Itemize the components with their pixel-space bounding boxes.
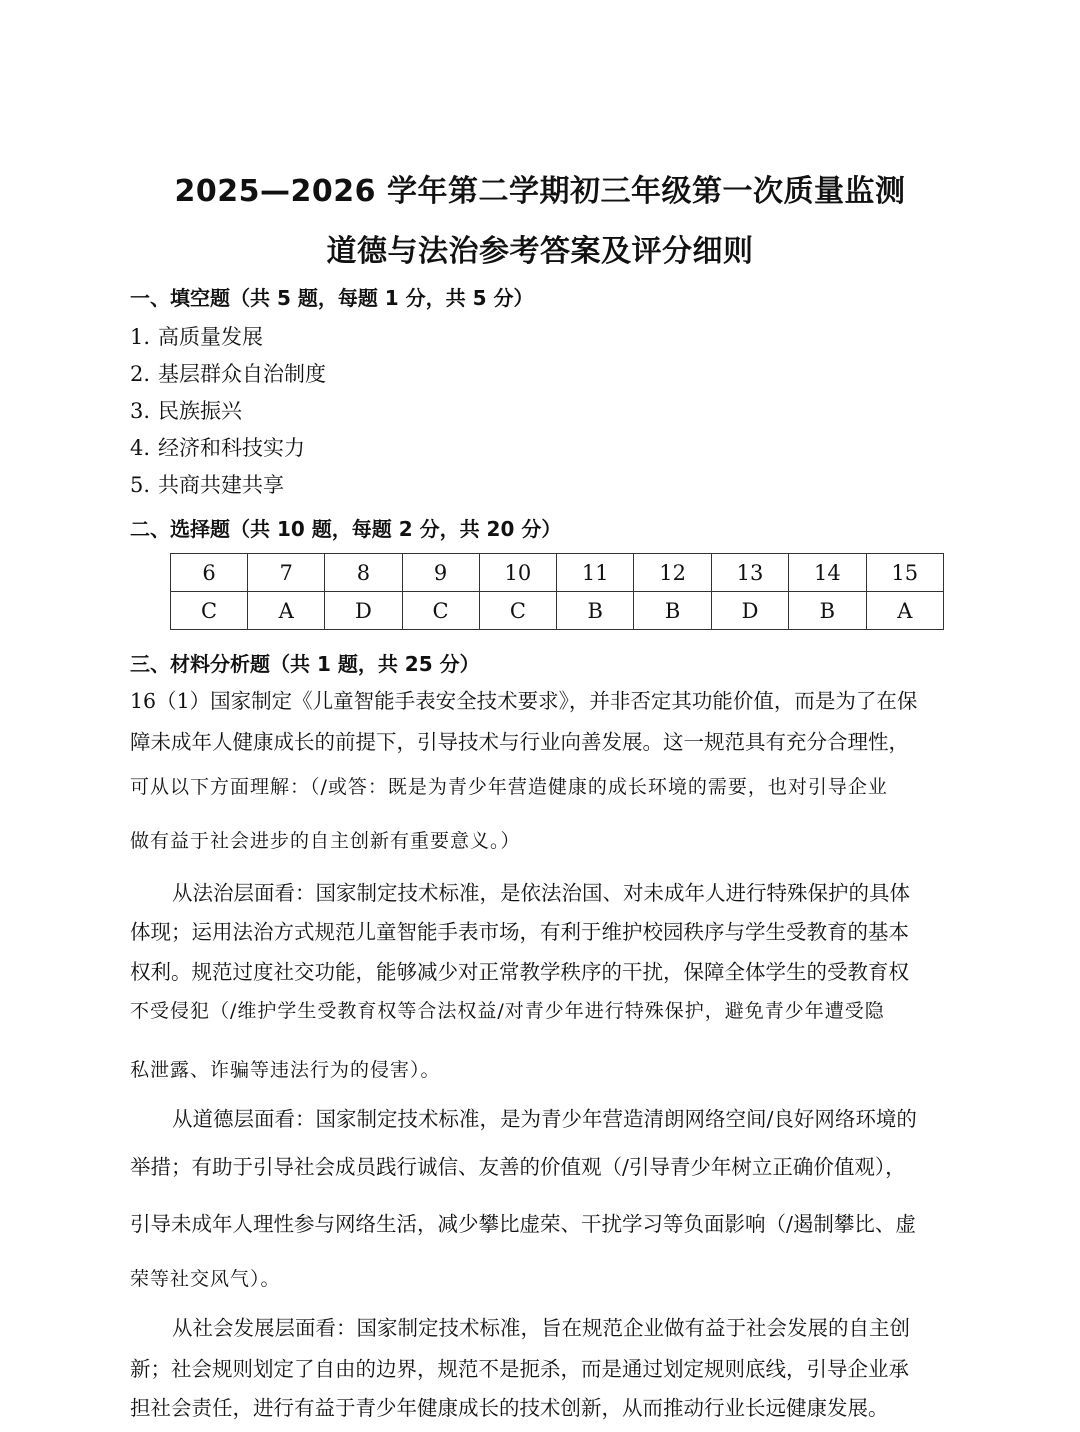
item-number: 2. [130,362,151,386]
document-subtitle: 道德与法治参考答案及评分细则 [326,234,754,269]
answer-cell: C [479,592,556,630]
item-number: 3. [130,399,151,423]
fill-answer-item [130,358,326,388]
question-number-cell: 11 [557,554,634,592]
answer-text-line: 从道德层面看：国家制定技术标准，是为青少年营造清朗网络空间/良好网络环境的 [172,1107,917,1131]
answer-text-line: 新；社会规则划定了自由的边界，规范不是扼杀，而是通过划定规则底线，引导企业承 [130,1357,909,1381]
answer-cell: C [171,592,248,630]
answer-cell: D [325,592,402,630]
answer-cell: B [557,592,634,630]
question-number-cell: 7 [248,554,325,592]
section-2-heading: 二、选择题（共 10 题，每题 2 分，共 20 分） [130,517,562,541]
answer-cell: B [634,592,711,630]
question-number-cell: 14 [789,554,866,592]
answer-text-line: 从社会发展层面看：国家制定技术标准，旨在规范企业做有益于社会发展的自主创 [172,1316,910,1340]
question-number-cell: 8 [325,554,402,592]
answer-cell: D [711,592,788,630]
answer-text-line: 担社会责任，进行有益于青少年健康成长的技术创新，从而推动行业长远健康发展。 [130,1396,889,1420]
answer-text-line: 障未成年人健康成长的前提下，引导技术与行业向善发展。这一规范具有充分合理性， [130,730,909,754]
choice-answer-table [170,553,944,630]
answer-text-line: 举措；有助于引导社会成员践行诚信、友善的价值观（/引导青少年树立正确价值观）， [130,1155,906,1179]
answer-text-line: 体现；运用法治方式规范儿童智能手表市场，有利于维护校园秩序与学生受教育的基本 [130,920,909,944]
question-number-cell: 13 [711,554,788,592]
answer-text-line: 16（1）国家制定《儿童智能手表安全技术要求》，并非否定其功能价值，而是为了在保 [130,689,918,713]
exam-title: 2025—2026 学年第二学期初三年级第一次质量监测 [174,174,906,209]
answer-text-line: 权利。规范过度社交功能，能够减少对正常教学秩序的干扰，保障全体学生的受教育权 [130,960,909,984]
question-number-cell: 15 [866,554,943,592]
answer-text-line: 私泄露、诈骗等违法行为的侵害）。 [130,1059,441,1081]
item-number: 1. [130,325,151,349]
item-text: 高质量发展 [158,325,264,349]
section-1-heading: 一、填空题（共 5 题，每题 1 分，共 5 分） [130,286,534,310]
question-number-cell: 6 [171,554,248,592]
answer-cell: A [248,592,325,630]
fill-answer-item [130,395,242,425]
answer-cell: B [789,592,866,630]
answer-text-line: 不受侵犯（/维护学生受教育权等合法权益/对青少年进行特殊保护，避免青少年遭受隐 [130,1000,885,1022]
question-number-cell: 10 [479,554,556,592]
item-text: 基层群众自治制度 [158,362,327,386]
answer-text-line: 引导未成年人理性参与网络生活，减少攀比虚荣、干扰学习等负面影响（/遏制攀比、虚 [130,1212,916,1236]
question-number-row [171,554,944,592]
answer-row [171,592,944,630]
section-3-heading: 三、材料分析题（共 1 题，共 25 分） [130,652,480,676]
answer-text-line: 从法治层面看：国家制定技术标准，是依法治国、对未成年人进行特殊保护的具体 [172,881,910,905]
item-number: 5. [130,473,151,497]
answer-text-line: 荣等社交风气）。 [130,1268,281,1290]
fill-answer-item [130,432,305,462]
item-text: 共商共建共享 [158,473,285,497]
fill-answer-item [130,321,263,351]
item-text: 民族振兴 [158,399,243,423]
item-text: 经济和科技实力 [158,436,306,460]
answer-text-line: 做有益于社会进步的自主创新有重要意义。） [130,830,521,852]
answer-cell: A [866,592,943,630]
answer-cell: C [402,592,479,630]
item-number: 4. [130,436,151,460]
answer-text-line: 可从以下方面理解：（/或答：既是为青少年营造健康的成长环境的需要，也对引导企业 [130,776,888,798]
question-number-cell: 9 [402,554,479,592]
question-number-cell: 12 [634,554,711,592]
fill-answer-item [130,469,284,499]
